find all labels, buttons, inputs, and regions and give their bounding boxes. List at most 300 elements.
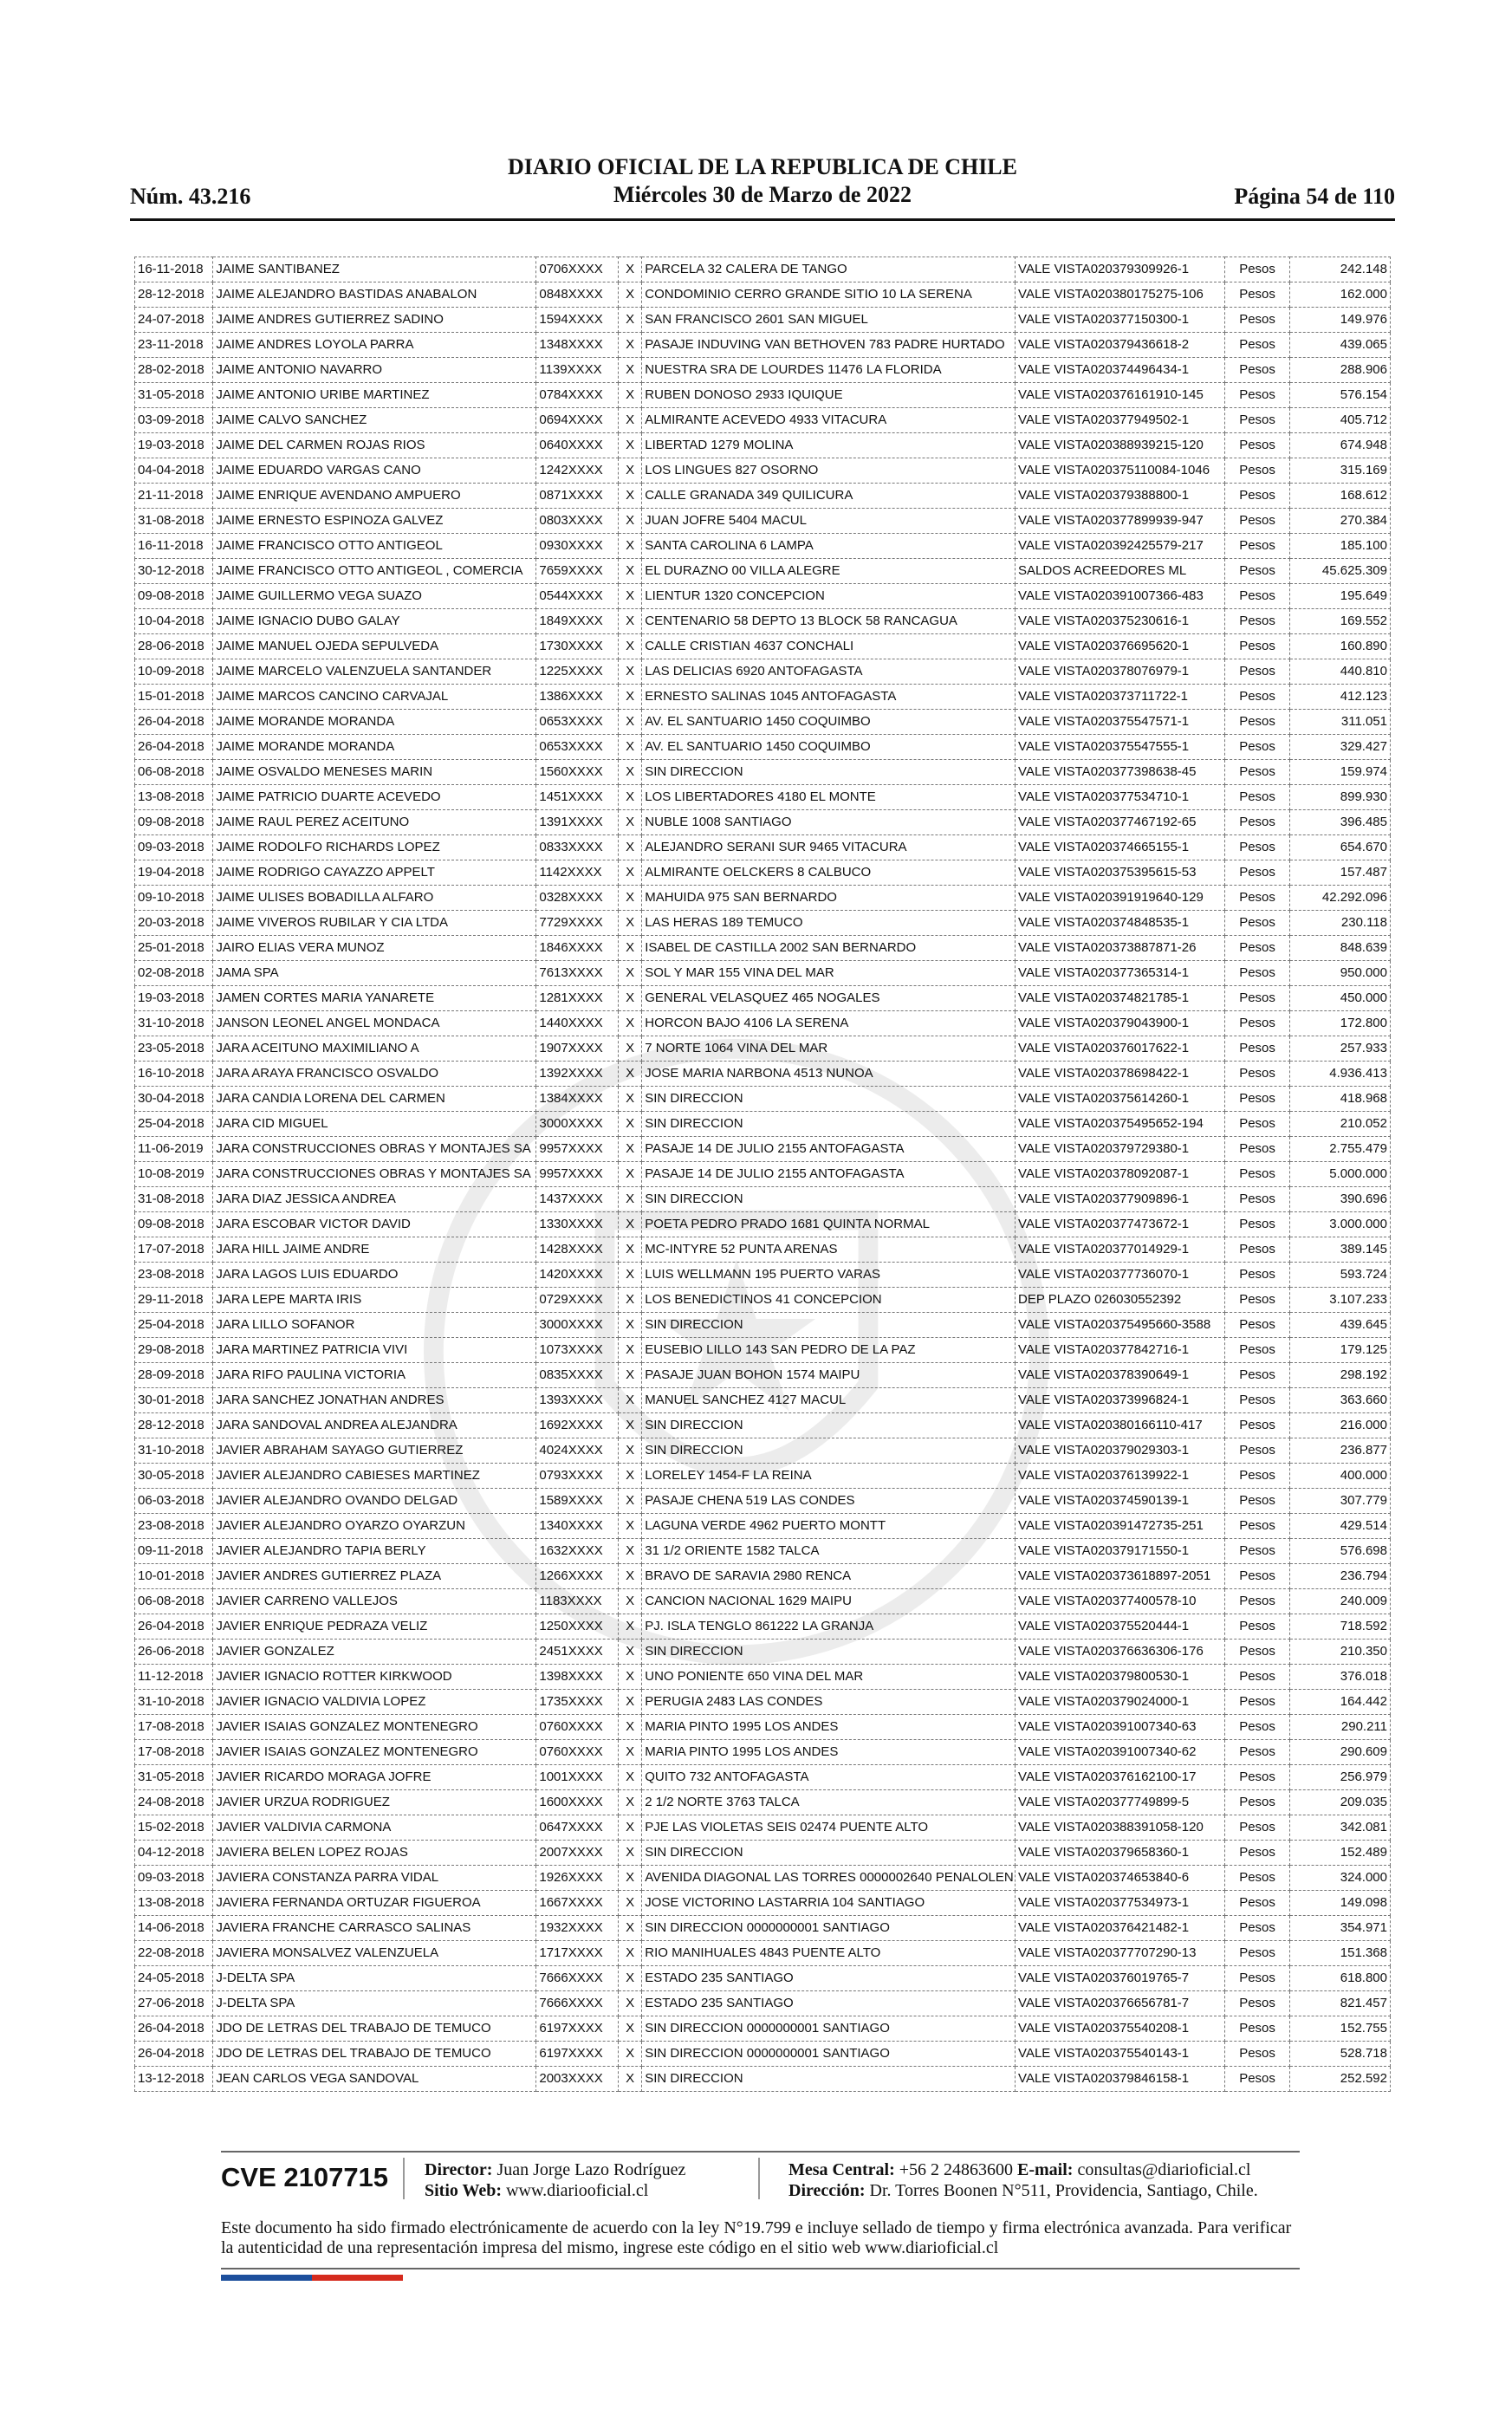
amount-cell: 311.051 <box>1290 710 1391 735</box>
amount-cell: 149.976 <box>1290 308 1391 333</box>
currency-cell: Pesos <box>1224 2016 1290 2042</box>
email-link[interactable]: consultas@diarioficial.cl <box>1077 2160 1251 2179</box>
currency-cell: Pesos <box>1224 408 1290 433</box>
mark-cell: X <box>618 1690 641 1715</box>
currency-cell: Pesos <box>1224 634 1290 659</box>
amount-cell: 307.779 <box>1290 1489 1391 1514</box>
name-cell: JARA SANDOVAL ANDREA ALEJANDRA <box>213 1413 536 1438</box>
date-cell: 09-08-2018 <box>135 810 213 835</box>
rut-cell: 1632XXXX <box>536 1539 619 1564</box>
director-label: Director: <box>425 2160 493 2179</box>
amount-cell: 151.368 <box>1290 1941 1391 1966</box>
document-cell: VALE VISTA020375547555-1 <box>1016 735 1225 760</box>
amount-cell: 950.000 <box>1290 961 1391 986</box>
table-row <box>135 1036 1391 1062</box>
issue-number: Núm. 43.216 <box>130 184 251 209</box>
date-cell: 28-06-2018 <box>135 634 213 659</box>
flag-stripe-red <box>312 2275 403 2281</box>
name-cell: JAIME FRANCISCO OTTO ANTIGEOL , COMERCIA <box>213 559 536 584</box>
address-cell: LIBERTAD 1279 MOLINA <box>642 433 1016 458</box>
table-row <box>135 1489 1391 1514</box>
rut-cell: 1393XXXX <box>536 1388 619 1413</box>
table-row <box>135 257 1391 282</box>
address-cell: PERUGIA 2483 LAS CONDES <box>642 1690 1016 1715</box>
amount-cell: 718.592 <box>1290 1614 1391 1640</box>
currency-cell: Pesos <box>1224 685 1290 710</box>
mark-cell: X <box>618 1162 641 1187</box>
name-cell: JAIME EDUARDO VARGAS CANO <box>213 458 536 484</box>
address-cell: PJE LAS VIOLETAS SEIS 02474 PUENTE ALTO <box>642 1815 1016 1841</box>
name-cell: JAIME RAUL PEREZ ACEITUNO <box>213 810 536 835</box>
name-cell: JAVIER IGNACIO ROTTER KIRKWOOD <box>213 1665 536 1690</box>
currency-cell: Pesos <box>1224 785 1290 810</box>
mark-cell: X <box>618 1866 641 1891</box>
document-cell: VALE VISTA020376421482-1 <box>1016 1916 1225 1941</box>
rut-cell: 1932XXXX <box>536 1916 619 1941</box>
name-cell: JAIME MORANDE MORANDA <box>213 710 536 735</box>
date-cell: 21-11-2018 <box>135 484 213 509</box>
rut-cell: 3000XXXX <box>536 1112 619 1137</box>
name-cell: J-DELTA SPA <box>213 1966 536 1991</box>
rut-cell: 2007XXXX <box>536 1841 619 1866</box>
table-row <box>135 1841 1391 1866</box>
rut-cell: 1183XXXX <box>536 1589 619 1614</box>
document-cell: VALE VISTA020379729380-1 <box>1016 1137 1225 1162</box>
name-cell: JAIME OSVALDO MENESES MARIN <box>213 760 536 785</box>
currency-cell: Pesos <box>1224 1036 1290 1062</box>
document-cell: VALE VISTA020388939215-120 <box>1016 433 1225 458</box>
mark-cell: X <box>618 559 641 584</box>
rut-cell: 1846XXXX <box>536 936 619 961</box>
name-cell: JAVIER ALEJANDRO TAPIA BERLY <box>213 1539 536 1564</box>
date-cell: 28-09-2018 <box>135 1363 213 1388</box>
rut-cell: 3000XXXX <box>536 1313 619 1338</box>
amount-cell: 168.612 <box>1290 484 1391 509</box>
rut-cell: 1600XXXX <box>536 1790 619 1815</box>
table-row <box>135 710 1391 735</box>
address-cell: MC-INTYRE 52 PUNTA ARENAS <box>642 1237 1016 1263</box>
amount-cell: 298.192 <box>1290 1363 1391 1388</box>
rut-cell: 1250XXXX <box>536 1614 619 1640</box>
date-cell: 31-05-2018 <box>135 383 213 408</box>
rut-cell: 1225XXXX <box>536 659 619 685</box>
document-cell: VALE VISTA020379388800-1 <box>1016 484 1225 509</box>
table-row <box>135 1212 1391 1237</box>
address-cell: EUSEBIO LILLO 143 SAN PEDRO DE LA PAZ <box>642 1338 1016 1363</box>
address-cell: UNO PONIENTE 650 VINA DEL MAR <box>642 1665 1016 1690</box>
table-row <box>135 986 1391 1011</box>
amount-cell: 236.877 <box>1290 1438 1391 1464</box>
table-row <box>135 358 1391 383</box>
document-cell: VALE VISTA020376636306-176 <box>1016 1640 1225 1665</box>
table-row <box>135 911 1391 936</box>
date-cell: 09-03-2018 <box>135 1866 213 1891</box>
document-cell: VALE VISTA020376017622-1 <box>1016 1036 1225 1062</box>
amount-cell: 429.514 <box>1290 1514 1391 1539</box>
rut-cell: 1717XXXX <box>536 1941 619 1966</box>
amount-cell: 450.000 <box>1290 986 1391 1011</box>
document-cell: VALE VISTA020379800530-1 <box>1016 1665 1225 1690</box>
amount-cell: 376.018 <box>1290 1665 1391 1690</box>
cve-code: CVE 2107715 <box>221 2162 389 2192</box>
rut-cell: 1735XXXX <box>536 1690 619 1715</box>
address-cell: SIN DIRECCION <box>642 1841 1016 1866</box>
table-row <box>135 1062 1391 1087</box>
currency-cell: Pesos <box>1224 1740 1290 1765</box>
document-cell: VALE VISTA020373711722-1 <box>1016 685 1225 710</box>
currency-cell: Pesos <box>1224 1589 1290 1614</box>
document-cell: VALE VISTA020376656781-7 <box>1016 1991 1225 2016</box>
name-cell: J-DELTA SPA <box>213 1991 536 2016</box>
table-row <box>135 1715 1391 1740</box>
currency-cell: Pesos <box>1224 1564 1290 1589</box>
table-row <box>135 433 1391 458</box>
address-cell: ERNESTO SALINAS 1045 ANTOFAGASTA <box>642 685 1016 710</box>
name-cell: JEAN CARLOS VEGA SANDOVAL <box>213 2067 536 2092</box>
table-row <box>135 1765 1391 1790</box>
table-row <box>135 308 1391 333</box>
amount-cell: 157.487 <box>1290 860 1391 886</box>
amount-cell: 288.906 <box>1290 358 1391 383</box>
table-row <box>135 735 1391 760</box>
currency-cell: Pesos <box>1224 559 1290 584</box>
currency-cell: Pesos <box>1224 458 1290 484</box>
mark-cell: X <box>618 1388 641 1413</box>
name-cell: JAMA SPA <box>213 961 536 986</box>
rut-cell: 1589XXXX <box>536 1489 619 1514</box>
amount-cell: 821.457 <box>1290 1991 1391 2016</box>
mark-cell: X <box>618 1338 641 1363</box>
date-cell: 11-06-2019 <box>135 1137 213 1162</box>
document-cell: VALE VISTA020374821785-1 <box>1016 986 1225 1011</box>
amount-cell: 179.125 <box>1290 1338 1391 1363</box>
amount-cell: 400.000 <box>1290 1464 1391 1489</box>
document-cell: VALE VISTA020376019765-7 <box>1016 1966 1225 1991</box>
document-cell: VALE VISTA020377400578-10 <box>1016 1589 1225 1614</box>
date-cell: 19-03-2018 <box>135 433 213 458</box>
mark-cell: X <box>618 484 641 509</box>
rut-cell: 1391XXXX <box>536 810 619 835</box>
document-cell: VALE VISTA020379309926-1 <box>1016 257 1225 282</box>
rut-cell: 2451XXXX <box>536 1640 619 1665</box>
name-cell: JAIME MORANDE MORANDA <box>213 735 536 760</box>
table-row <box>135 1263 1391 1288</box>
rut-cell: 0784XXXX <box>536 383 619 408</box>
table-row <box>135 1514 1391 1539</box>
amount-cell: 396.485 <box>1290 810 1391 835</box>
address-cell: JUAN JOFRE 5404 MACUL <box>642 509 1016 534</box>
mark-cell: X <box>618 1841 641 1866</box>
address-cell: SIN DIRECCION <box>642 1413 1016 1438</box>
name-cell: JAIME RODRIGO CAYAZZO APPELT <box>213 860 536 886</box>
rut-cell: 7613XXXX <box>536 961 619 986</box>
date-cell: 17-08-2018 <box>135 1740 213 1765</box>
currency-cell: Pesos <box>1224 1941 1290 1966</box>
date-cell: 31-10-2018 <box>135 1438 213 1464</box>
date-cell: 06-03-2018 <box>135 1489 213 1514</box>
date-cell: 28-02-2018 <box>135 358 213 383</box>
amount-cell: 390.696 <box>1290 1187 1391 1212</box>
name-cell: JAIME ANTONIO URIBE MARTINEZ <box>213 383 536 408</box>
document-cell: VALE VISTA020380175275-106 <box>1016 282 1225 308</box>
amount-cell: 45.625.309 <box>1290 559 1391 584</box>
amount-cell: 576.154 <box>1290 383 1391 408</box>
mark-cell: X <box>618 1062 641 1087</box>
table-row <box>135 1137 1391 1162</box>
document-cell: VALE VISTA020373887871-26 <box>1016 936 1225 961</box>
rut-cell: 1420XXXX <box>536 1263 619 1288</box>
table-row <box>135 2016 1391 2042</box>
address-cell: JOSE MARIA NARBONA 4513 NUNOA <box>642 1062 1016 1087</box>
document-cell: VALE VISTA020375495660-3588 <box>1016 1313 1225 1338</box>
mark-cell: X <box>618 1564 641 1589</box>
amount-cell: 257.933 <box>1290 1036 1391 1062</box>
document-cell: VALE VISTA020391007366-483 <box>1016 584 1225 609</box>
currency-cell: Pesos <box>1224 358 1290 383</box>
name-cell: JAVIER CARRENO VALLEJOS <box>213 1589 536 1614</box>
document-cell: VALE VISTA020377899939-947 <box>1016 509 1225 534</box>
table-row <box>135 2042 1391 2067</box>
amount-cell: 290.609 <box>1290 1740 1391 1765</box>
address-cell: ALMIRANTE OELCKERS 8 CALBUCO <box>642 860 1016 886</box>
currency-cell: Pesos <box>1224 282 1290 308</box>
rut-cell: 0694XXXX <box>536 408 619 433</box>
mark-cell: X <box>618 1011 641 1036</box>
amount-cell: 3.107.233 <box>1290 1288 1391 1313</box>
document-cell: VALE VISTA020378698422-1 <box>1016 1062 1225 1087</box>
date-cell: 17-08-2018 <box>135 1715 213 1740</box>
document-cell: DEP PLAZO 026030552392 <box>1016 1288 1225 1313</box>
email-label: E-mail: <box>1017 2160 1074 2179</box>
name-cell: JAVIER ANDRES GUTIERREZ PLAZA <box>213 1564 536 1589</box>
amount-cell: 354.971 <box>1290 1916 1391 1941</box>
document-cell: VALE VISTA020377534973-1 <box>1016 1891 1225 1916</box>
currency-cell: Pesos <box>1224 534 1290 559</box>
currency-cell: Pesos <box>1224 1891 1290 1916</box>
rut-cell: 1594XXXX <box>536 308 619 333</box>
address-cell: ISABEL DE CASTILLA 2002 SAN BERNARDO <box>642 936 1016 961</box>
mark-cell: X <box>618 835 641 860</box>
flag-stripe-blue <box>221 2275 312 2281</box>
document-cell: VALE VISTA020377749899-5 <box>1016 1790 1225 1815</box>
table-row <box>135 282 1391 308</box>
address-cell: SANTA CAROLINA 6 LAMPA <box>642 534 1016 559</box>
amount-cell: 329.427 <box>1290 735 1391 760</box>
document-cell: VALE VISTA020379846158-1 <box>1016 2067 1225 2092</box>
document-cell: VALE VISTA020377150300-1 <box>1016 308 1225 333</box>
document-cell: VALE VISTA020392425579-217 <box>1016 534 1225 559</box>
amount-cell: 242.148 <box>1290 257 1391 282</box>
rut-cell: 1667XXXX <box>536 1891 619 1916</box>
name-cell: JARA LILLO SOFANOR <box>213 1313 536 1338</box>
table-body <box>135 257 1391 2092</box>
date-cell: 26-04-2018 <box>135 2042 213 2067</box>
address-cell: EL DURAZNO 00 VILLA ALEGRE <box>642 559 1016 584</box>
mark-cell: X <box>618 1212 641 1237</box>
table-row <box>135 860 1391 886</box>
document-cell: VALE VISTA020377842716-1 <box>1016 1338 1225 1363</box>
date-cell: 31-08-2018 <box>135 1187 213 1212</box>
footer-separator <box>758 2158 760 2199</box>
name-cell: JAIME MARCELO VALENZUELA SANTANDER <box>213 659 536 685</box>
document-cell: VALE VISTA020379658360-1 <box>1016 1841 1225 1866</box>
date-cell: 13-08-2018 <box>135 785 213 810</box>
amount-cell: 270.384 <box>1290 509 1391 534</box>
address-cell: CALLE GRANADA 349 QUILICURA <box>642 484 1016 509</box>
date-cell: 04-04-2018 <box>135 458 213 484</box>
document-cell: VALE VISTA020373618897-2051 <box>1016 1564 1225 1589</box>
currency-cell: Pesos <box>1224 1514 1290 1539</box>
currency-cell: Pesos <box>1224 433 1290 458</box>
name-cell: JAVIER ENRIQUE PEDRAZA VELIZ <box>213 1614 536 1640</box>
amount-cell: 315.169 <box>1290 458 1391 484</box>
amount-cell: 342.081 <box>1290 1815 1391 1841</box>
name-cell: JAIRO ELIAS VERA MUNOZ <box>213 936 536 961</box>
address-cell: LAGUNA VERDE 4962 PUERTO MONTT <box>642 1514 1016 1539</box>
currency-cell: Pesos <box>1224 2067 1290 2092</box>
name-cell: JAIME VIVEROS RUBILAR Y CIA LTDA <box>213 911 536 936</box>
address-cell: PASAJE JUAN BOHON 1574 MAIPU <box>642 1363 1016 1388</box>
name-cell: JAIME IGNACIO DUBO GALAY <box>213 609 536 634</box>
rut-cell: 0803XXXX <box>536 509 619 534</box>
mark-cell: X <box>618 1941 641 1966</box>
currency-cell: Pesos <box>1224 1991 1290 2016</box>
rut-cell: 1281XXXX <box>536 986 619 1011</box>
currency-cell: Pesos <box>1224 1313 1290 1338</box>
amount-cell: 290.211 <box>1290 1715 1391 1740</box>
currency-cell: Pesos <box>1224 1665 1290 1690</box>
mark-cell: X <box>618 509 641 534</box>
date-cell: 10-04-2018 <box>135 609 213 634</box>
mark-cell: X <box>618 2042 641 2067</box>
address-cell: SIN DIRECCION <box>642 1438 1016 1464</box>
name-cell: JAVIER ISAIAS GONZALEZ MONTENEGRO <box>213 1740 536 1765</box>
date-cell: 20-03-2018 <box>135 911 213 936</box>
table-row <box>135 2067 1391 2092</box>
date-cell: 10-08-2019 <box>135 1162 213 1187</box>
date-cell: 10-09-2018 <box>135 659 213 685</box>
document-cell: VALE VISTA020374496434-1 <box>1016 358 1225 383</box>
document-cell: VALE VISTA020377365314-1 <box>1016 961 1225 986</box>
document-cell: VALE VISTA020391919640-129 <box>1016 886 1225 911</box>
table-row <box>135 659 1391 685</box>
address-cell: NUESTRA SRA DE LOURDES 11476 LA FLORIDA <box>642 358 1016 383</box>
rut-cell: 6197XXXX <box>536 2016 619 2042</box>
currency-cell: Pesos <box>1224 2042 1290 2067</box>
name-cell: JAIME MANUEL OJEDA SEPULVEDA <box>213 634 536 659</box>
address-cell: LAS DELICIAS 6920 ANTOFAGASTA <box>642 659 1016 685</box>
document-cell: VALE VISTA020377736070-1 <box>1016 1263 1225 1288</box>
table-row <box>135 1162 1391 1187</box>
amount-cell: 4.936.413 <box>1290 1062 1391 1087</box>
date-cell: 24-07-2018 <box>135 308 213 333</box>
address-cell: POETA PEDRO PRADO 1681 QUINTA NORMAL <box>642 1212 1016 1237</box>
amount-cell: 162.000 <box>1290 282 1391 308</box>
mark-cell: X <box>618 810 641 835</box>
amount-cell: 152.489 <box>1290 1841 1391 1866</box>
document-cell: VALE VISTA020378390649-1 <box>1016 1363 1225 1388</box>
table-row <box>135 810 1391 835</box>
currency-cell: Pesos <box>1224 1187 1290 1212</box>
name-cell: JARA HILL JAIME ANDRE <box>213 1237 536 1263</box>
rut-cell: 0930XXXX <box>536 534 619 559</box>
table-row <box>135 458 1391 484</box>
document-cell: VALE VISTA020374653840-6 <box>1016 1866 1225 1891</box>
date-cell: 30-04-2018 <box>135 1087 213 1112</box>
name-cell: JAVIER ALEJANDRO CABIESES MARTINEZ <box>213 1464 536 1489</box>
amount-cell: 252.592 <box>1290 2067 1391 2092</box>
mark-cell: X <box>618 1891 641 1916</box>
document-cell: VALE VISTA020377473672-1 <box>1016 1212 1225 1237</box>
amount-cell: 848.639 <box>1290 936 1391 961</box>
mark-cell: X <box>618 1087 641 1112</box>
address-value: Dr. Torres Boonen N°511, Providencia, Santiago, Chile. <box>869 2181 1258 2200</box>
date-cell: 31-05-2018 <box>135 1765 213 1790</box>
director-block <box>425 2159 685 2201</box>
date-cell: 23-08-2018 <box>135 1514 213 1539</box>
address-cell: RIO MANIHUALES 4843 PUENTE ALTO <box>642 1941 1016 1966</box>
name-cell: JARA CANDIA LORENA DEL CARMEN <box>213 1087 536 1112</box>
mark-cell: X <box>618 1640 641 1665</box>
name-cell: JAIME ENRIQUE AVENDANO AMPUERO <box>213 484 536 509</box>
table-row <box>135 961 1391 986</box>
unclaimed-deposits-table <box>134 256 1391 2092</box>
mark-cell: X <box>618 1815 641 1841</box>
mark-cell: X <box>618 408 641 433</box>
currency-cell: Pesos <box>1224 1011 1290 1036</box>
rut-cell: 1142XXXX <box>536 860 619 886</box>
name-cell: JARA CONSTRUCCIONES OBRAS Y MONTAJES SA <box>213 1137 536 1162</box>
address-cell: SIN DIRECCION 0000000001 SANTIAGO <box>642 2016 1016 2042</box>
address-cell: ALMIRANTE ACEVEDO 4933 VITACURA <box>642 408 1016 433</box>
document-cell: VALE VISTA020375110084-1046 <box>1016 458 1225 484</box>
newspaper-title: DIARIO OFICIAL DE LA REPUBLICA DE CHILE <box>507 154 1017 179</box>
name-cell: JARA ACEITUNO MAXIMILIANO A <box>213 1036 536 1062</box>
name-cell: JAVIER ABRAHAM SAYAGO GUTIERREZ <box>213 1438 536 1464</box>
name-cell: JAIME SANTIBANEZ <box>213 257 536 282</box>
date-cell: 26-04-2018 <box>135 2016 213 2042</box>
currency-cell: Pesos <box>1224 1263 1290 1288</box>
mark-cell: X <box>618 685 641 710</box>
mark-cell: X <box>618 634 641 659</box>
amount-cell: 363.660 <box>1290 1388 1391 1413</box>
date-cell: 09-03-2018 <box>135 835 213 860</box>
currency-cell: Pesos <box>1224 760 1290 785</box>
table-row <box>135 1011 1391 1036</box>
mark-cell: X <box>618 735 641 760</box>
currency-cell: Pesos <box>1224 1790 1290 1815</box>
mark-cell: X <box>618 1715 641 1740</box>
amount-cell: 172.800 <box>1290 1011 1391 1036</box>
date-cell: 06-08-2018 <box>135 760 213 785</box>
date-cell: 24-05-2018 <box>135 1966 213 1991</box>
date-cell: 16-10-2018 <box>135 1062 213 1087</box>
table-row <box>135 1740 1391 1765</box>
name-cell: JARA ESCOBAR VICTOR DAVID <box>213 1212 536 1237</box>
address-cell: 7 NORTE 1064 VINA DEL MAR <box>642 1036 1016 1062</box>
table-row <box>135 408 1391 433</box>
date-cell: 19-04-2018 <box>135 860 213 886</box>
site-link[interactable]: www.diariooficial.cl <box>506 2181 649 2200</box>
table-row <box>135 1991 1391 2016</box>
name-cell: JAVIER GONZALEZ <box>213 1640 536 1665</box>
mark-cell: X <box>618 1237 641 1263</box>
rut-cell: 1348XXXX <box>536 333 619 358</box>
name-cell: JARA LAGOS LUIS EDUARDO <box>213 1263 536 1288</box>
mark-cell: X <box>618 1740 641 1765</box>
mark-cell: X <box>618 1112 641 1137</box>
rut-cell: 4024XXXX <box>536 1438 619 1464</box>
